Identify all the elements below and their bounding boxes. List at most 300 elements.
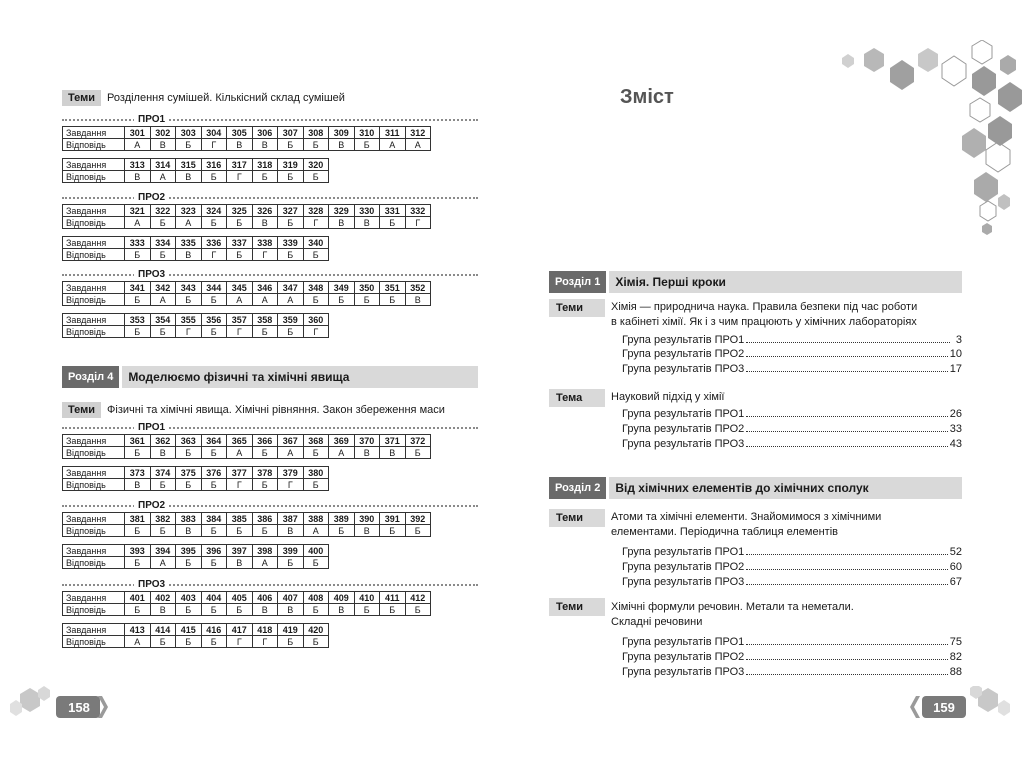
row-header: Відповідь bbox=[63, 479, 125, 491]
toc-topic-line: Атоми та хімічні елементи. Знайомимося з хімічними bbox=[611, 511, 882, 523]
answer-cell: Б bbox=[150, 217, 176, 229]
answer-cell: А bbox=[252, 294, 278, 306]
result-group-label: ПРО1 bbox=[134, 422, 169, 433]
answer-cell: Г bbox=[252, 636, 278, 648]
task-number-cell: 357 bbox=[227, 314, 253, 326]
task-number-cell: 380 bbox=[303, 467, 329, 479]
toc-entry[interactable] bbox=[622, 665, 962, 679]
section-number: Розділ 1 bbox=[549, 271, 609, 293]
toc-entry-label: Група результатів ПРО3 bbox=[622, 666, 745, 678]
section-title: Моделюємо фізичні та хімічні явища bbox=[128, 370, 350, 384]
answer-cell: Б bbox=[354, 294, 380, 306]
task-number-cell: 372 bbox=[405, 435, 431, 447]
toc-entry-label: Група результатів ПРО1 bbox=[622, 334, 745, 346]
task-row bbox=[63, 205, 431, 217]
hexagon-decor bbox=[974, 172, 998, 202]
answer-cell: Г bbox=[227, 326, 253, 338]
toc-leader bbox=[746, 437, 947, 447]
task-number-cell: 318 bbox=[252, 159, 278, 171]
task-number-cell: 360 bbox=[303, 314, 329, 326]
section-2-bar bbox=[549, 477, 962, 499]
task-number-cell: 323 bbox=[176, 205, 202, 217]
toc-page-number: 75 bbox=[949, 636, 962, 648]
row-header: Завдання bbox=[63, 237, 125, 249]
toc-entry[interactable] bbox=[622, 333, 962, 347]
hexagon-decor bbox=[972, 40, 992, 64]
task-number-cell: 396 bbox=[201, 545, 227, 557]
answer-cell: В bbox=[252, 604, 278, 616]
answer-cell: Б bbox=[278, 139, 304, 151]
answer-table bbox=[62, 544, 329, 569]
answer-row bbox=[63, 249, 329, 261]
task-number-cell: 350 bbox=[354, 282, 380, 294]
result-group-separator bbox=[62, 580, 478, 590]
toc-topic-line: в кабінеті хімії. Як і з чим працюють у хімічних лабораторіях bbox=[611, 316, 917, 328]
answer-cell: Б bbox=[176, 294, 202, 306]
task-number-cell: 342 bbox=[150, 282, 176, 294]
answer-cell: В bbox=[227, 557, 253, 569]
toc-topic-text bbox=[611, 510, 961, 540]
answer-cell: Б bbox=[303, 139, 329, 151]
toc-page-number: 88 bbox=[949, 666, 962, 678]
task-number-cell: 339 bbox=[278, 237, 304, 249]
task-number-cell: 352 bbox=[405, 282, 431, 294]
task-number-cell: 381 bbox=[125, 513, 151, 525]
task-number-cell: 401 bbox=[125, 592, 151, 604]
task-row bbox=[63, 282, 431, 294]
task-number-cell: 303 bbox=[176, 127, 202, 139]
toc-topic-line: Складні речовини bbox=[611, 616, 703, 628]
answer-cell: В bbox=[329, 139, 355, 151]
answer-table bbox=[62, 466, 329, 491]
task-number-cell: 315 bbox=[176, 159, 202, 171]
answer-cell: В bbox=[405, 294, 431, 306]
task-number-cell: 336 bbox=[201, 237, 227, 249]
toc-leader bbox=[746, 545, 947, 555]
answer-cell: Б bbox=[278, 249, 304, 261]
hexagon-decor bbox=[998, 700, 1010, 716]
task-number-cell: 411 bbox=[380, 592, 406, 604]
task-number-cell: 325 bbox=[227, 205, 253, 217]
answer-cell: В bbox=[329, 604, 355, 616]
task-number-cell: 309 bbox=[329, 127, 355, 139]
answer-cell: Г bbox=[201, 139, 227, 151]
result-group-separator bbox=[62, 193, 478, 203]
answer-cell: Б bbox=[176, 557, 202, 569]
hexagon-decor bbox=[962, 128, 986, 158]
task-number-cell: 404 bbox=[201, 592, 227, 604]
answer-cell: В bbox=[354, 525, 380, 537]
answer-cell: А bbox=[150, 171, 176, 183]
task-number-cell: 349 bbox=[329, 282, 355, 294]
toc-entry-label: Група результатів ПРО2 bbox=[622, 423, 745, 435]
task-number-cell: 331 bbox=[380, 205, 406, 217]
answer-table bbox=[62, 623, 329, 648]
answer-cell: Г bbox=[201, 249, 227, 261]
answer-cell: Б bbox=[303, 249, 329, 261]
answer-cell: Б bbox=[380, 604, 406, 616]
section-title: Хімія. Перші кроки bbox=[615, 275, 726, 289]
toc-entry[interactable] bbox=[622, 407, 962, 421]
hexagon-decor bbox=[998, 194, 1010, 210]
row-header: Завдання bbox=[63, 545, 125, 557]
section-1-bar bbox=[549, 271, 962, 293]
task-number-cell: 388 bbox=[303, 513, 329, 525]
answer-cell: В bbox=[354, 447, 380, 459]
result-group-label: ПРО1 bbox=[134, 114, 169, 125]
task-number-cell: 354 bbox=[150, 314, 176, 326]
answer-cell: Б bbox=[176, 604, 202, 616]
task-number-cell: 334 bbox=[150, 237, 176, 249]
answer-cell: Б bbox=[201, 557, 227, 569]
answer-cell: Б bbox=[125, 294, 151, 306]
task-number-cell: 364 bbox=[201, 435, 227, 447]
answer-row bbox=[63, 604, 431, 616]
task-number-cell: 390 bbox=[354, 513, 380, 525]
task-number-cell: 359 bbox=[278, 314, 304, 326]
answer-cell: Б bbox=[380, 217, 406, 229]
task-number-cell: 398 bbox=[252, 545, 278, 557]
answer-cell: Б bbox=[125, 557, 151, 569]
answer-cell: Г bbox=[303, 217, 329, 229]
answer-cell: Б bbox=[329, 294, 355, 306]
toc-page-number: 43 bbox=[949, 438, 962, 450]
task-row bbox=[63, 592, 431, 604]
hexagon-decor bbox=[982, 223, 992, 235]
answer-row bbox=[63, 139, 431, 151]
toc-entry-label: Група результатів ПРО3 bbox=[622, 438, 745, 450]
toc-entry-label: Група результатів ПРО1 bbox=[622, 408, 745, 420]
answer-cell: Б bbox=[201, 604, 227, 616]
answer-table bbox=[62, 591, 431, 616]
answer-cell: Б bbox=[201, 294, 227, 306]
answer-cell: Б bbox=[405, 447, 431, 459]
hexagon-decor bbox=[970, 98, 990, 122]
row-header: Відповідь bbox=[63, 604, 125, 616]
task-number-cell: 327 bbox=[278, 205, 304, 217]
task-number-cell: 412 bbox=[405, 592, 431, 604]
task-number-cell: 316 bbox=[201, 159, 227, 171]
answer-row bbox=[63, 171, 329, 183]
answer-cell: Б bbox=[278, 557, 304, 569]
page-number: 159 bbox=[933, 700, 955, 715]
answer-row bbox=[63, 217, 431, 229]
answer-row bbox=[63, 326, 329, 338]
row-header: Завдання bbox=[63, 314, 125, 326]
answer-cell: Б bbox=[303, 479, 329, 491]
toc-entry[interactable] bbox=[622, 545, 962, 559]
answer-row bbox=[63, 294, 431, 306]
toc-entry[interactable] bbox=[622, 560, 962, 574]
task-number-cell: 419 bbox=[278, 624, 304, 636]
row-header: Відповідь bbox=[63, 249, 125, 261]
answer-cell: В bbox=[176, 525, 202, 537]
answer-cell: Б bbox=[150, 479, 176, 491]
toc-entry[interactable] bbox=[622, 362, 962, 376]
page-title: Зміст bbox=[620, 86, 674, 108]
task-number-cell: 319 bbox=[278, 159, 304, 171]
toc-topic-line: Науковий підхід у хімії bbox=[611, 391, 725, 403]
task-number-cell: 376 bbox=[201, 467, 227, 479]
task-number-cell: 409 bbox=[329, 592, 355, 604]
toc-entry[interactable] bbox=[622, 650, 962, 664]
answer-cell: Б bbox=[227, 525, 253, 537]
task-number-cell: 397 bbox=[227, 545, 253, 557]
answer-cell: Б bbox=[405, 525, 431, 537]
answer-table bbox=[62, 126, 431, 151]
answer-cell: Б bbox=[303, 636, 329, 648]
answer-cell: А bbox=[380, 139, 406, 151]
answer-cell: Б bbox=[125, 249, 151, 261]
toc-topic-tag: Теми bbox=[549, 509, 605, 527]
task-row bbox=[63, 159, 329, 171]
answer-cell: Б bbox=[150, 525, 176, 537]
hexagon-decor bbox=[864, 48, 884, 72]
answer-cell: Г bbox=[227, 479, 253, 491]
hexagon-decor bbox=[20, 688, 40, 712]
row-header: Завдання bbox=[63, 127, 125, 139]
toc-entry[interactable] bbox=[622, 422, 962, 436]
task-number-cell: 368 bbox=[303, 435, 329, 447]
task-number-cell: 335 bbox=[176, 237, 202, 249]
topic-header-2 bbox=[62, 402, 445, 418]
task-number-cell: 347 bbox=[278, 282, 304, 294]
task-number-cell: 407 bbox=[278, 592, 304, 604]
row-header: Відповідь bbox=[63, 326, 125, 338]
answer-cell: Г bbox=[227, 636, 253, 648]
answer-cell: Б bbox=[252, 525, 278, 537]
hexagon-decor bbox=[986, 142, 1010, 172]
task-number-cell: 374 bbox=[150, 467, 176, 479]
answer-cell: А bbox=[150, 294, 176, 306]
task-number-cell: 383 bbox=[176, 513, 202, 525]
row-header: Відповідь bbox=[63, 139, 125, 151]
task-number-cell: 320 bbox=[303, 159, 329, 171]
answer-cell: А bbox=[329, 447, 355, 459]
task-number-cell: 351 bbox=[380, 282, 406, 294]
answer-cell: В bbox=[278, 604, 304, 616]
task-number-cell: 326 bbox=[252, 205, 278, 217]
answer-row bbox=[63, 525, 431, 537]
toc-page-number: 17 bbox=[949, 363, 962, 375]
topic-tag: Теми bbox=[62, 90, 101, 106]
answer-cell: В bbox=[380, 447, 406, 459]
answer-cell: Г bbox=[227, 171, 253, 183]
task-number-cell: 416 bbox=[201, 624, 227, 636]
toc-leader bbox=[746, 362, 947, 372]
answer-cell: Б bbox=[201, 326, 227, 338]
page-number: 158 bbox=[68, 700, 90, 715]
answer-cell: Б bbox=[201, 636, 227, 648]
task-number-cell: 302 bbox=[150, 127, 176, 139]
answer-cell: В bbox=[125, 479, 151, 491]
toc-leader bbox=[746, 560, 947, 570]
answer-cell: А bbox=[278, 294, 304, 306]
toc-entry-label: Група результатів ПРО3 bbox=[622, 363, 745, 375]
answer-cell: Б bbox=[252, 171, 278, 183]
task-number-cell: 410 bbox=[354, 592, 380, 604]
hexagon-decor bbox=[842, 54, 854, 68]
toc-entry[interactable] bbox=[622, 635, 962, 649]
toc-page-number: 67 bbox=[949, 576, 962, 588]
task-number-cell: 382 bbox=[150, 513, 176, 525]
task-number-cell: 304 bbox=[201, 127, 227, 139]
answer-cell: В bbox=[176, 249, 202, 261]
task-number-cell: 308 bbox=[303, 127, 329, 139]
answer-table bbox=[62, 313, 329, 338]
task-number-cell: 377 bbox=[227, 467, 253, 479]
answer-table bbox=[62, 512, 431, 537]
task-number-cell: 333 bbox=[125, 237, 151, 249]
task-number-cell: 329 bbox=[329, 205, 355, 217]
toc-page-number: 52 bbox=[949, 546, 962, 558]
answer-table bbox=[62, 204, 431, 229]
task-number-cell: 367 bbox=[278, 435, 304, 447]
row-header: Відповідь bbox=[63, 294, 125, 306]
row-header: Завдання bbox=[63, 282, 125, 294]
toc-page-number: 33 bbox=[949, 423, 962, 435]
answer-cell: Г bbox=[303, 326, 329, 338]
task-number-cell: 391 bbox=[380, 513, 406, 525]
task-number-cell: 362 bbox=[150, 435, 176, 447]
toc-leader bbox=[746, 347, 947, 357]
answer-cell: В bbox=[150, 447, 176, 459]
row-header: Завдання bbox=[63, 159, 125, 171]
toc-entry-label: Група результатів ПРО2 bbox=[622, 561, 745, 573]
answer-cell: Б bbox=[380, 294, 406, 306]
answer-cell: Б bbox=[125, 326, 151, 338]
task-number-cell: 322 bbox=[150, 205, 176, 217]
dotted-divider bbox=[62, 584, 478, 586]
toc-entry[interactable] bbox=[622, 575, 962, 589]
task-number-cell: 415 bbox=[176, 624, 202, 636]
answer-table bbox=[62, 434, 431, 459]
section-number: Розділ 4 bbox=[62, 366, 122, 388]
answer-cell: Б bbox=[176, 479, 202, 491]
task-number-cell: 361 bbox=[125, 435, 151, 447]
task-number-cell: 312 bbox=[405, 127, 431, 139]
toc-page-number: 26 bbox=[949, 408, 962, 420]
answer-row bbox=[63, 557, 329, 569]
task-number-cell: 370 bbox=[354, 435, 380, 447]
toc-page-number: 82 bbox=[949, 651, 962, 663]
toc-topic-text bbox=[611, 600, 961, 630]
task-number-cell: 301 bbox=[125, 127, 151, 139]
result-group-label: ПРО3 bbox=[134, 579, 169, 590]
answer-cell: Б bbox=[201, 217, 227, 229]
answer-row bbox=[63, 479, 329, 491]
task-number-cell: 340 bbox=[303, 237, 329, 249]
toc-entry[interactable] bbox=[622, 347, 962, 361]
task-number-cell: 321 bbox=[125, 205, 151, 217]
task-number-cell: 355 bbox=[176, 314, 202, 326]
hexagon-decor bbox=[890, 60, 914, 90]
answer-cell: А bbox=[150, 557, 176, 569]
toc-entry-label: Група результатів ПРО3 bbox=[622, 576, 745, 588]
answer-cell: Г bbox=[405, 217, 431, 229]
answer-cell: Б bbox=[278, 171, 304, 183]
task-number-cell: 337 bbox=[227, 237, 253, 249]
task-number-cell: 403 bbox=[176, 592, 202, 604]
answer-cell: Б bbox=[278, 217, 304, 229]
section-number: Розділ 2 bbox=[549, 477, 609, 499]
result-group-separator bbox=[62, 423, 478, 433]
answer-cell: Б bbox=[278, 326, 304, 338]
topic-text: Розділення сумішей. Кількісний склад сумішей bbox=[107, 92, 345, 104]
task-number-cell: 400 bbox=[303, 545, 329, 557]
row-header: Завдання bbox=[63, 592, 125, 604]
answer-cell: Б bbox=[227, 249, 253, 261]
toc-topic-tag: Тема bbox=[549, 389, 605, 407]
task-number-cell: 324 bbox=[201, 205, 227, 217]
task-number-cell: 420 bbox=[303, 624, 329, 636]
answer-row bbox=[63, 636, 329, 648]
task-number-cell: 384 bbox=[201, 513, 227, 525]
answer-cell: Б bbox=[380, 525, 406, 537]
toc-entry-label: Група результатів ПРО2 bbox=[622, 348, 745, 360]
task-number-cell: 358 bbox=[252, 314, 278, 326]
toc-topic-line: Хімічні формули речовин. Метали та неметали. bbox=[611, 601, 854, 613]
task-row bbox=[63, 513, 431, 525]
task-number-cell: 375 bbox=[176, 467, 202, 479]
row-header: Завдання bbox=[63, 624, 125, 636]
toc-topic-line: елементами. Періодична таблиця елементів bbox=[611, 526, 838, 538]
toc-page-number: 10 bbox=[949, 348, 962, 360]
hexagon-decor bbox=[980, 201, 996, 221]
answer-cell: Б bbox=[227, 217, 253, 229]
answer-cell: Б bbox=[354, 604, 380, 616]
answer-cell: А bbox=[176, 217, 202, 229]
answer-cell: Б bbox=[354, 139, 380, 151]
answer-row bbox=[63, 447, 431, 459]
answer-cell: Г bbox=[176, 326, 202, 338]
answer-cell: В bbox=[125, 171, 151, 183]
result-group-label: ПРО2 bbox=[134, 500, 169, 511]
answer-cell: Б bbox=[201, 447, 227, 459]
task-row bbox=[63, 545, 329, 557]
task-number-cell: 394 bbox=[150, 545, 176, 557]
toc-topic-text bbox=[611, 390, 961, 405]
toc-entry-label: Група результатів ПРО2 bbox=[622, 651, 745, 663]
task-number-cell: 310 bbox=[354, 127, 380, 139]
dotted-divider bbox=[62, 274, 478, 276]
answer-cell: В bbox=[150, 139, 176, 151]
answer-cell: В bbox=[252, 217, 278, 229]
task-number-cell: 387 bbox=[278, 513, 304, 525]
row-header: Завдання bbox=[63, 513, 125, 525]
task-number-cell: 338 bbox=[252, 237, 278, 249]
toc-topic-text bbox=[611, 300, 961, 330]
answer-cell: А bbox=[405, 139, 431, 151]
task-number-cell: 385 bbox=[227, 513, 253, 525]
row-header: Відповідь bbox=[63, 217, 125, 229]
task-number-cell: 414 bbox=[150, 624, 176, 636]
answer-cell: В bbox=[329, 217, 355, 229]
toc-leader bbox=[746, 422, 947, 432]
answer-cell: Б bbox=[252, 479, 278, 491]
task-number-cell: 356 bbox=[201, 314, 227, 326]
answer-cell: Б bbox=[176, 447, 202, 459]
toc-entry-label: Група результатів ПРО1 bbox=[622, 546, 745, 558]
toc-entry[interactable] bbox=[622, 437, 962, 451]
task-number-cell: 345 bbox=[227, 282, 253, 294]
task-number-cell: 306 bbox=[252, 127, 278, 139]
toc-page-number: 60 bbox=[949, 561, 962, 573]
task-number-cell: 379 bbox=[278, 467, 304, 479]
task-number-cell: 386 bbox=[252, 513, 278, 525]
answer-cell: В bbox=[150, 604, 176, 616]
answer-cell: Б bbox=[303, 294, 329, 306]
